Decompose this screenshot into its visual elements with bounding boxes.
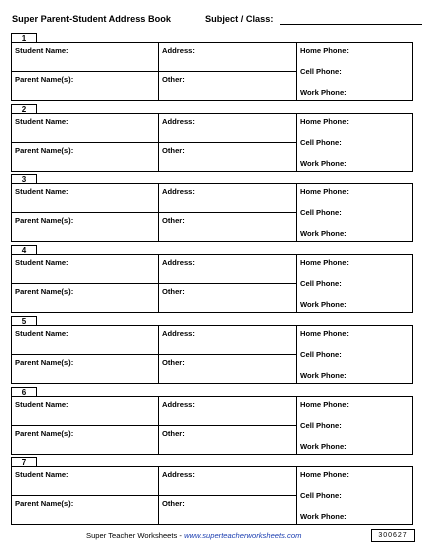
page-title: Super Parent-Student Address Book [12, 14, 171, 24]
entry-box [11, 325, 413, 384]
work-phone-field[interactable]: Work Phone: [300, 158, 347, 168]
address-field[interactable]: Address: [162, 328, 195, 338]
home-phone-field[interactable]: Home Phone: [300, 470, 349, 480]
other-field[interactable]: Other: [162, 216, 185, 226]
column-divider [296, 184, 297, 241]
work-phone-field[interactable]: Work Phone: [300, 300, 347, 310]
address-entry [11, 316, 413, 383]
entry-box [11, 113, 413, 172]
work-phone-field[interactable]: Work Phone: [300, 229, 347, 239]
parent-names-field[interactable]: Parent Name(s): [15, 428, 74, 438]
cell-phone-field[interactable]: Cell Phone: [300, 491, 342, 501]
address-entry [11, 245, 413, 312]
home-phone-field[interactable]: Home Phone: [300, 46, 349, 55]
entry-number: 2 [11, 104, 37, 114]
address-entry [11, 387, 413, 454]
row-divider [12, 495, 296, 496]
subject-class-label: Subject / Class: [205, 14, 274, 24]
cell-phone-field[interactable]: Cell Phone: [300, 279, 342, 289]
entry-box [11, 466, 413, 525]
address-entry [11, 104, 413, 171]
address-field[interactable]: Address: [162, 187, 195, 197]
column-divider [296, 397, 297, 454]
column-divider [296, 255, 297, 312]
entry-box [11, 42, 413, 101]
address-entry [11, 174, 413, 241]
parent-names-field[interactable]: Parent Name(s): [15, 357, 74, 367]
entry-number: 4 [11, 245, 37, 255]
entry-box [11, 254, 413, 313]
cell-phone-field[interactable]: Cell Phone: [300, 208, 342, 218]
column-divider [296, 326, 297, 383]
entry-number: 7 [11, 457, 37, 467]
page-header [12, 14, 414, 30]
home-phone-field[interactable]: Home Phone: [300, 116, 349, 126]
address-field[interactable]: Address: [162, 46, 195, 55]
parent-names-field[interactable]: Parent Name(s): [15, 216, 74, 226]
row-divider [12, 425, 296, 426]
home-phone-field[interactable]: Home Phone: [300, 399, 349, 409]
other-field[interactable]: Other: [162, 428, 185, 438]
other-field[interactable]: Other: [162, 357, 185, 367]
parent-names-field[interactable]: Parent Name(s): [15, 75, 74, 84]
worksheet-code: 300627 [371, 529, 415, 542]
work-phone-field[interactable]: Work Phone: [300, 441, 347, 451]
address-entry [11, 33, 413, 100]
student-name-field[interactable]: Student Name: [15, 328, 69, 338]
row-divider [12, 71, 296, 72]
work-phone-field[interactable]: Work Phone: [300, 370, 347, 380]
subject-class-field[interactable] [280, 24, 422, 25]
student-name-field[interactable]: Student Name: [15, 470, 69, 480]
student-name-field[interactable]: Student Name: [15, 187, 69, 197]
row-divider [12, 212, 296, 213]
other-field[interactable]: Other: [162, 75, 185, 84]
work-phone-field[interactable]: Work Phone: [300, 512, 347, 522]
entry-box [11, 183, 413, 242]
address-field[interactable]: Address: [162, 399, 195, 409]
address-field[interactable]: Address: [162, 470, 195, 480]
row-divider [12, 283, 296, 284]
entry-box [11, 396, 413, 455]
column-divider [296, 43, 297, 100]
parent-names-field[interactable]: Parent Name(s): [15, 145, 74, 155]
work-phone-field[interactable]: Work Phone: [300, 88, 347, 97]
address-entry [11, 457, 413, 524]
student-name-field[interactable]: Student Name: [15, 46, 69, 55]
cell-phone-field[interactable]: Cell Phone: [300, 420, 342, 430]
other-field[interactable]: Other: [162, 287, 185, 297]
other-field[interactable]: Other: [162, 145, 185, 155]
footer-url[interactable]: www.superteacherworksheets.com [184, 531, 302, 540]
home-phone-field[interactable]: Home Phone: [300, 187, 349, 197]
address-field[interactable]: Address: [162, 258, 195, 268]
cell-phone-field[interactable]: Cell Phone: [300, 349, 342, 359]
parent-names-field[interactable]: Parent Name(s): [15, 287, 74, 297]
entry-number: 6 [11, 387, 37, 397]
student-name-field[interactable]: Student Name: [15, 258, 69, 268]
entry-number: 5 [11, 316, 37, 326]
student-name-field[interactable]: Student Name: [15, 399, 69, 409]
column-divider [296, 467, 297, 524]
home-phone-field[interactable]: Home Phone: [300, 258, 349, 268]
other-field[interactable]: Other: [162, 499, 185, 509]
entry-number: 3 [11, 174, 37, 184]
home-phone-field[interactable]: Home Phone: [300, 328, 349, 338]
column-divider [296, 114, 297, 171]
footer-brand: Super Teacher Worksheets - [86, 531, 185, 540]
row-divider [12, 142, 296, 143]
cell-phone-field[interactable]: Cell Phone: [300, 137, 342, 147]
row-divider [12, 354, 296, 355]
student-name-field[interactable]: Student Name: [15, 116, 69, 126]
footer-credit [86, 531, 301, 540]
entry-number: 1 [11, 33, 37, 43]
cell-phone-field[interactable]: Cell Phone: [300, 67, 342, 76]
address-field[interactable]: Address: [162, 116, 195, 126]
parent-names-field[interactable]: Parent Name(s): [15, 499, 74, 509]
